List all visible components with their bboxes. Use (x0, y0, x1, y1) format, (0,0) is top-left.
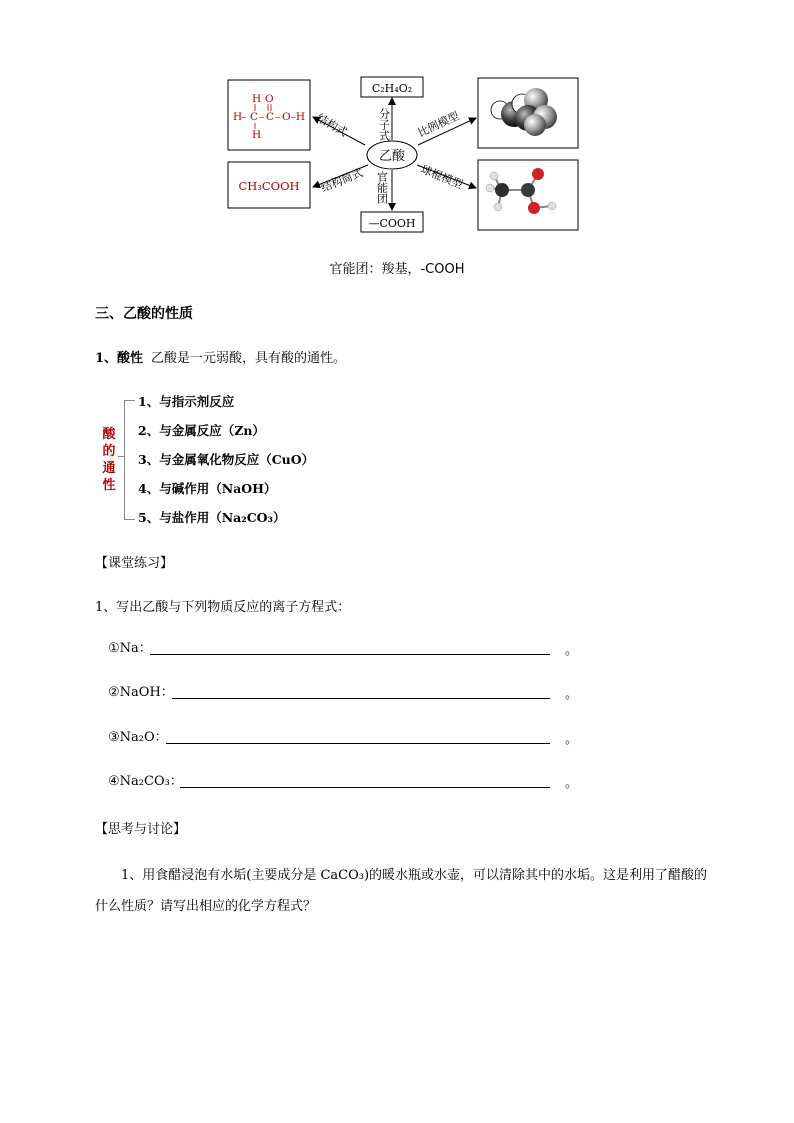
answer-row-na2o: ③Na₂O： 。 (108, 730, 578, 747)
svg-text:C: C (266, 111, 275, 123)
answer-line[interactable] (172, 698, 550, 699)
label-space-filling: 比例模型 (415, 109, 462, 140)
list-item: 2、与金属反应（Zn） (138, 423, 265, 438)
list-item: 3、与金属氧化物反应（CuO） (138, 452, 315, 467)
answer-line[interactable] (166, 743, 550, 744)
acidity-text: 乙酸是一元弱酸，具有酸的通性。 (151, 351, 347, 366)
label-functional: 官能团 (375, 171, 389, 204)
discussion-question: 1、用食醋浸泡有水垢(主要成分是 CaCO₃)的暖水瓶或水壶，可以清除其中的水垢。这是利用了醋酸的什么性质？请写出相应的化学方程式？ (95, 868, 708, 914)
exercise-question: 1、写出乙酸与下列物质反应的离子方程式： (95, 600, 351, 615)
label-simplified: 结构简式 (319, 166, 365, 195)
list-item: 4、与碱作用（NaOH） (138, 481, 277, 496)
answer-row-na2co3: ④Na₂CO₃： 。 (108, 774, 578, 791)
acidity-paragraph (95, 347, 346, 366)
svg-text:–: – (275, 111, 281, 123)
svg-text:O–H: O–H (282, 111, 306, 123)
label-structural: 结构式 (314, 111, 350, 140)
list-item: 1、与指示剂反应 (138, 394, 235, 409)
section-title: 三、乙酸的性质 (95, 306, 193, 322)
acidity-heading: 1、酸性 (95, 351, 144, 366)
svg-text:C: C (250, 111, 259, 123)
answer-line[interactable] (180, 787, 550, 788)
answer-row-na: ①Na： 。 (108, 641, 578, 658)
label-ball-stick: 球棍模型 (418, 162, 465, 192)
molecular-formula: C₂H₄O₂ (371, 82, 413, 95)
svg-text:–: – (259, 111, 265, 123)
svg-text:H: H (252, 129, 262, 141)
answer-line[interactable] (150, 654, 550, 655)
svg-text:–: – (241, 111, 247, 123)
brace (124, 400, 135, 520)
list-item: 5、与盐作用（Na₂CO₃） (138, 510, 286, 525)
svg-text:O: O (265, 93, 274, 105)
answer-row-naoh: ②NaOH： 。 (108, 685, 578, 702)
exercise-heading: 【课堂练习】 (95, 556, 174, 571)
svg-text:H: H (252, 93, 262, 105)
label-molecular: 分子式 (377, 108, 391, 141)
acid-side-label: 酸 的 通 性 (102, 427, 116, 493)
center-label: 乙酸 (378, 149, 406, 164)
acetic-acid-diagram (0, 0, 794, 250)
svg-text:H: H (233, 111, 243, 123)
diagram-caption: 官能团：羧基，-COOH (329, 262, 465, 277)
acid-properties-list (102, 392, 372, 528)
discussion-heading: 【思考与讨论】 (95, 822, 187, 837)
functional-group-formula: —COOH (368, 217, 416, 230)
simplified-formula: CH₃COOH (238, 179, 300, 193)
